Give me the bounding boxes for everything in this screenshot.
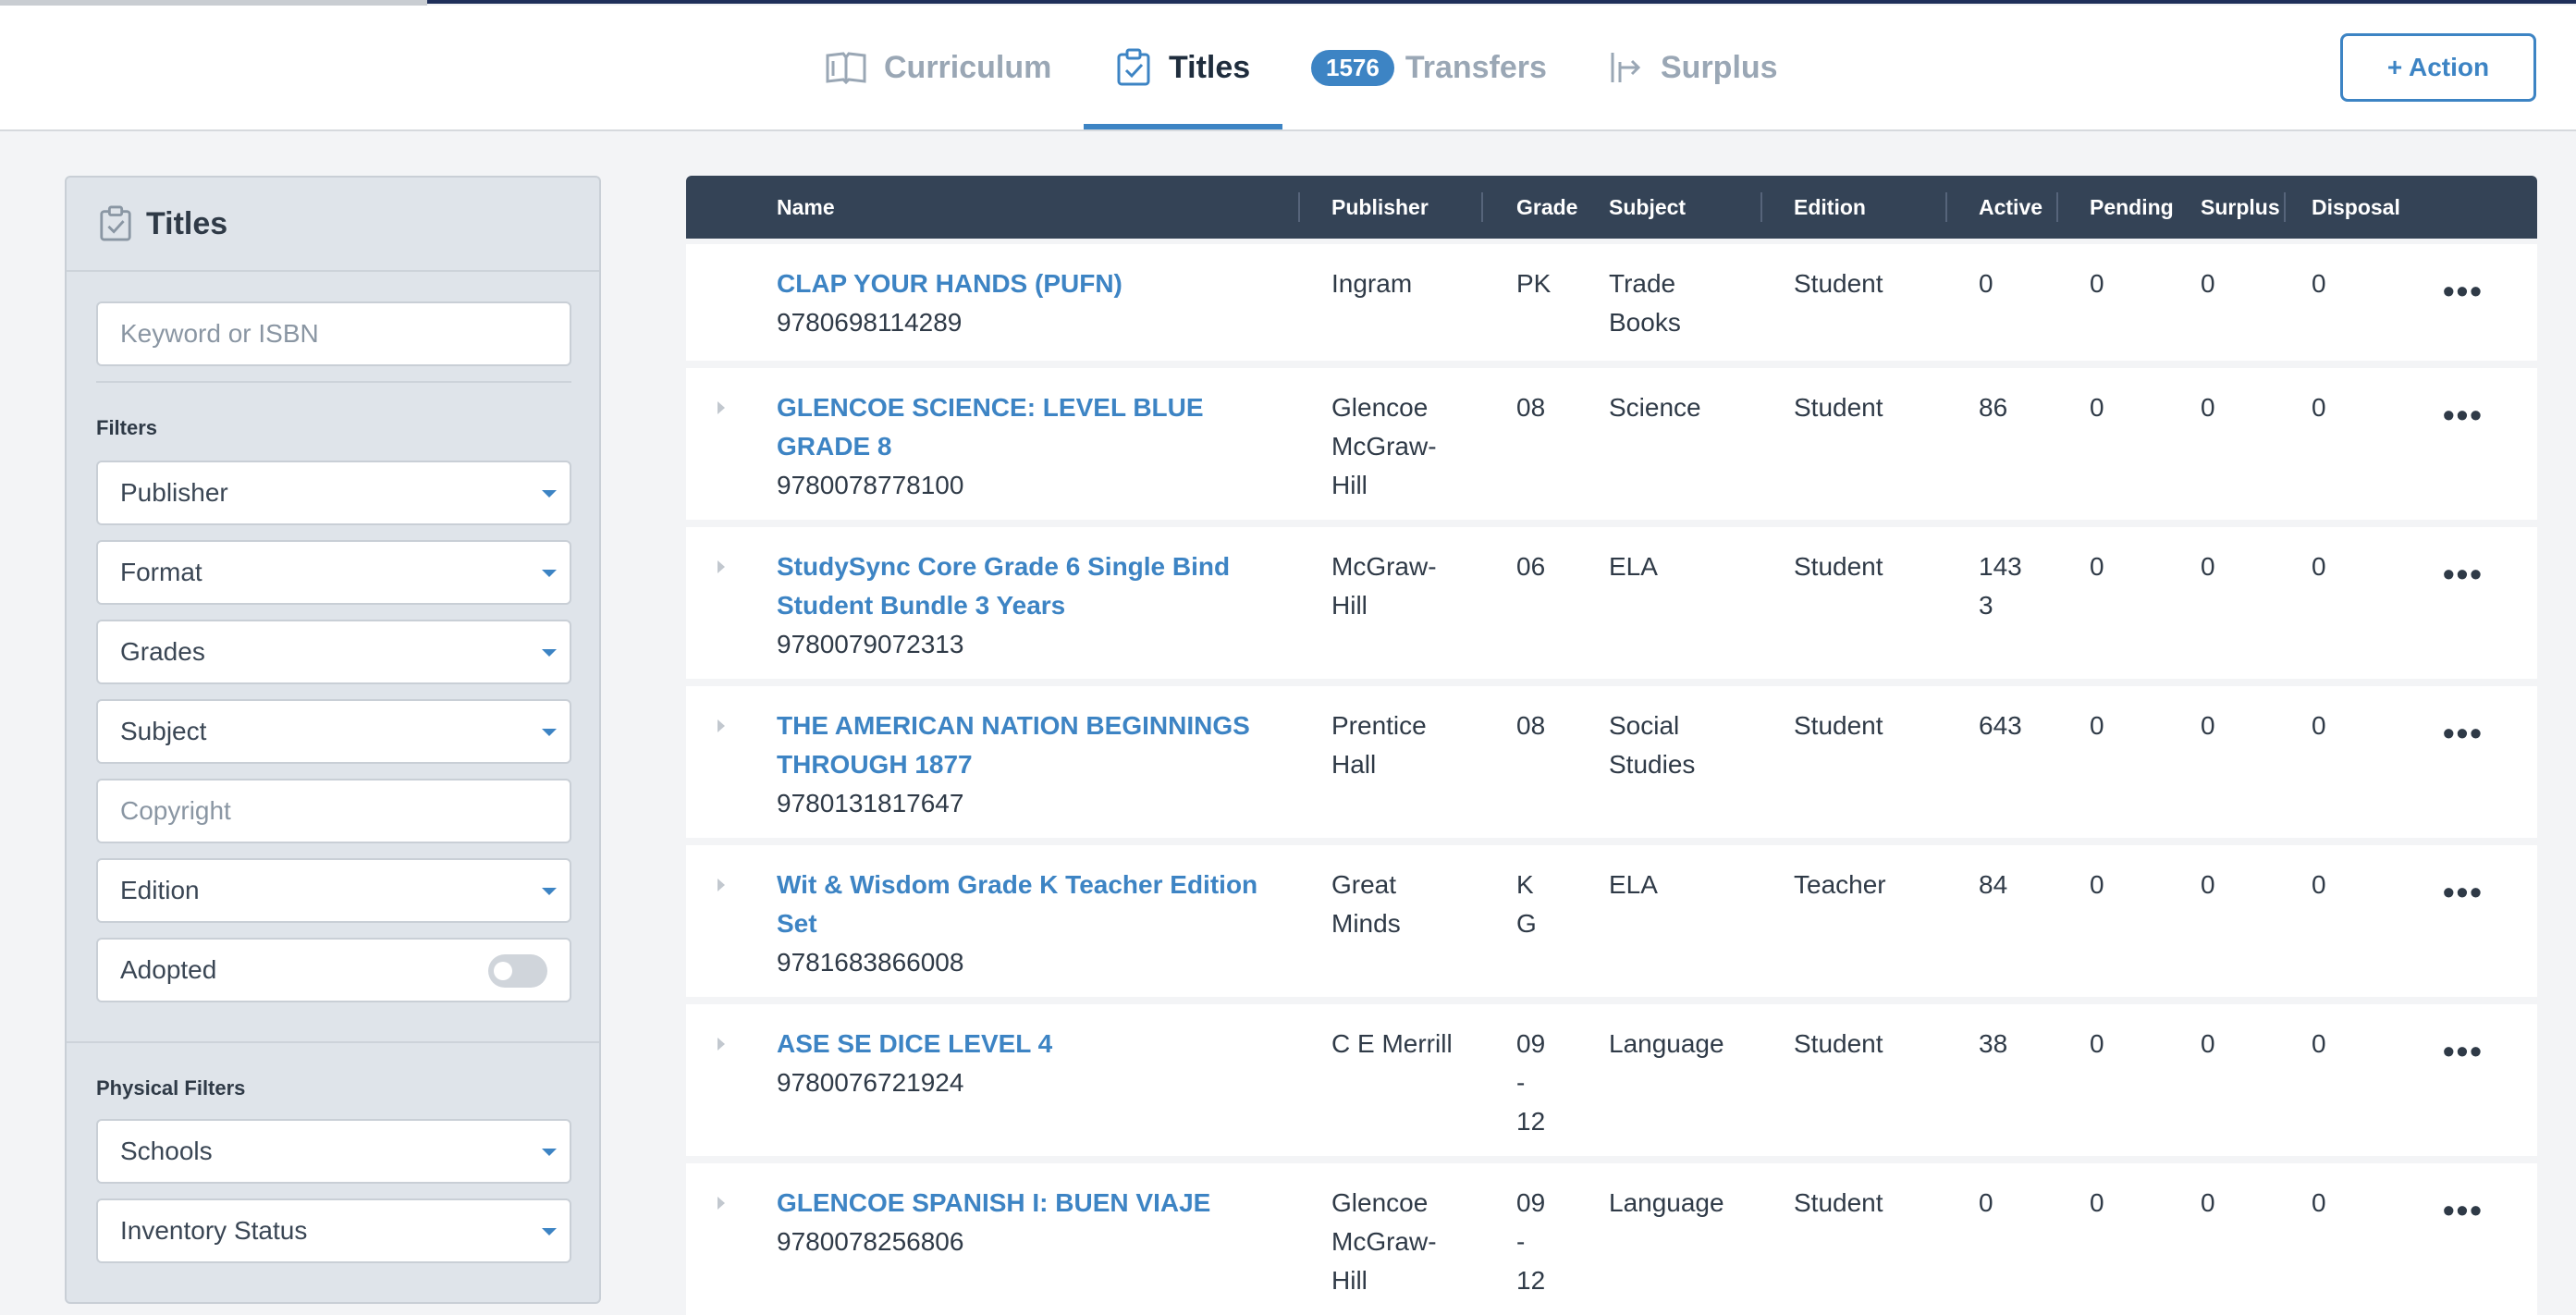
- subject-select-label: Subject: [120, 717, 207, 745]
- cell-line: 09: [1516, 1188, 1546, 1217]
- filters-heading: Filters: [96, 416, 158, 439]
- filter-sidebar: [65, 176, 601, 1304]
- disposal-count-cell: 0: [2312, 1029, 2326, 1058]
- column-divider: [1481, 192, 1483, 222]
- title-link[interactable]: GRADE 8: [777, 432, 892, 461]
- cell-line: Books: [1609, 308, 1681, 337]
- column-header-grade[interactable]: Grade: [1516, 194, 1578, 219]
- subject-cell: [1609, 1184, 1724, 1223]
- tab-surplus[interactable]: [1607, 6, 1778, 129]
- edition-select-label: Edition: [120, 876, 200, 904]
- isbn-text: 9780698114289: [777, 308, 963, 337]
- cell-line: Glencoe: [1331, 393, 1429, 422]
- subject-cell: [1609, 866, 1658, 904]
- title-cell: [777, 264, 1122, 342]
- grade-cell: [1516, 547, 1545, 586]
- schools-select[interactable]: [96, 1119, 571, 1184]
- grade-cell: [1516, 1025, 1545, 1141]
- surplus-count-cell: 0: [2201, 870, 2215, 899]
- expand-row-icon[interactable]: [718, 719, 725, 732]
- row-menu-icon[interactable]: •••: [2443, 555, 2484, 593]
- cell-line: K: [1516, 870, 1534, 899]
- cell-line: 38: [1979, 1029, 2008, 1058]
- row-menu-icon[interactable]: •••: [2443, 714, 2484, 752]
- cell-line: Minds: [1331, 909, 1401, 938]
- grade-cell: [1516, 866, 1537, 943]
- pending-count-cell: 0: [2090, 393, 2104, 422]
- column-divider: [2056, 192, 2058, 222]
- grade-cell: [1516, 707, 1545, 745]
- surplus-count-cell: 0: [2201, 552, 2215, 581]
- edition-cell: Student: [1794, 393, 1883, 422]
- active-count-cell: [1979, 1184, 1993, 1223]
- active-count-cell: [1979, 264, 1993, 303]
- title-cell: [777, 1184, 1210, 1261]
- titles-table: [686, 176, 2537, 1315]
- title-cell: [777, 388, 1204, 505]
- cell-line: Prentice: [1331, 711, 1427, 740]
- disposal-count-cell: 0: [2312, 1188, 2326, 1217]
- grades-select-label: Grades: [120, 637, 205, 666]
- cell-line: McGraw-: [1331, 552, 1437, 581]
- disposal-count-cell: 0: [2312, 552, 2326, 581]
- cell-line: 3: [1979, 591, 1993, 620]
- sidebar-title: Titles: [146, 205, 228, 241]
- title-link[interactable]: CLAP YOUR HANDS (PUFN): [777, 269, 1122, 298]
- divider: [96, 381, 571, 383]
- title-link[interactable]: Wit & Wisdom Grade K Teacher Edition: [777, 870, 1258, 899]
- cell-line: -: [1516, 1227, 1526, 1256]
- cell-line: McGraw-: [1331, 1227, 1437, 1256]
- column-divider: [1945, 192, 1947, 222]
- export-arrow-icon: [1607, 49, 1644, 86]
- table-body: [686, 244, 2537, 1315]
- clipboard-check-icon: [1115, 48, 1152, 87]
- cell-line: 12: [1516, 1107, 1546, 1136]
- divider: [67, 1041, 599, 1043]
- active-count-cell: [1979, 866, 2007, 904]
- table-header: [686, 176, 2537, 239]
- chevron-down-icon: [542, 1149, 557, 1156]
- column-header-publisher[interactable]: Publisher: [1331, 194, 1429, 219]
- publisher-cell: [1331, 707, 1427, 784]
- cell-line: 84: [1979, 870, 2008, 899]
- title-link[interactable]: Student Bundle 3 Years: [777, 591, 1066, 620]
- row-menu-icon[interactable]: •••: [2443, 1191, 2484, 1229]
- active-count-cell: [1979, 388, 2007, 427]
- edition-select[interactable]: [96, 858, 571, 923]
- expand-row-icon[interactable]: [718, 1197, 725, 1210]
- tab-surplus-label: Surplus: [1661, 49, 1778, 85]
- schools-select-label: Schools: [120, 1137, 213, 1165]
- cell-line: 0: [1979, 1188, 1993, 1217]
- tab-titles[interactable]: [1115, 6, 1250, 129]
- column-divider: [1298, 192, 1300, 222]
- title-link[interactable]: THE AMERICAN NATION BEGINNINGS: [777, 711, 1250, 740]
- publisher-cell: [1331, 388, 1437, 505]
- chevron-down-icon: [542, 490, 557, 498]
- publisher-cell: [1331, 1025, 1453, 1063]
- cell-line: 08: [1516, 711, 1546, 740]
- chevron-down-icon: [542, 570, 557, 577]
- grade-cell: [1516, 1184, 1545, 1300]
- search-input[interactable]: Keyword or ISBN: [96, 301, 571, 366]
- surplus-count-cell: 0: [2201, 1029, 2215, 1058]
- title-cell: [777, 1025, 1052, 1102]
- surplus-count-cell: 0: [2201, 711, 2215, 740]
- isbn-text: 9780078256806: [777, 1227, 964, 1256]
- title-cell: [777, 707, 1250, 823]
- surplus-count-cell: 0: [2201, 1188, 2215, 1217]
- copyright-input[interactable]: Copyright: [96, 779, 571, 843]
- title-cell: [777, 866, 1257, 982]
- cell-line: Glencoe: [1331, 1188, 1429, 1217]
- page-top-bar: [427, 0, 2576, 4]
- grades-select[interactable]: [96, 620, 571, 684]
- cell-line: Hill: [1331, 471, 1368, 499]
- clipboard-check-icon: [98, 205, 133, 242]
- publisher-select[interactable]: [96, 461, 571, 525]
- column-header-disposal[interactable]: Disposal: [2312, 194, 2400, 219]
- publisher-cell: [1331, 547, 1437, 625]
- format-select-label: Format: [120, 558, 202, 586]
- isbn-text: 9780131817647: [777, 789, 964, 817]
- publisher-select-label: Publisher: [120, 478, 228, 507]
- surplus-count-cell: 0: [2201, 269, 2215, 298]
- row-menu-icon[interactable]: •••: [2443, 396, 2484, 434]
- subject-cell: [1609, 388, 1701, 427]
- title-cell: [777, 547, 1230, 664]
- table-row[interactable]: [686, 527, 2537, 679]
- cell-line: C E Merrill: [1331, 1029, 1453, 1058]
- column-divider: [1760, 192, 1762, 222]
- table-row[interactable]: [686, 368, 2537, 520]
- cell-line: Language: [1609, 1029, 1724, 1058]
- isbn-text: 9780078778100: [777, 471, 964, 499]
- chevron-down-icon: [542, 649, 557, 657]
- cell-line: -: [1516, 1068, 1526, 1097]
- cell-line: Hill: [1331, 591, 1368, 620]
- table-row[interactable]: [686, 686, 2537, 838]
- title-link[interactable]: GLENCOE SCIENCE: LEVEL BLUE: [777, 393, 1204, 422]
- tab-curriculum[interactable]: [825, 6, 1051, 129]
- isbn-text: 9780079072313: [777, 630, 964, 658]
- expand-row-icon[interactable]: [718, 1038, 725, 1051]
- cell-line: Studies: [1609, 750, 1696, 779]
- row-menu-icon[interactable]: •••: [2443, 272, 2484, 310]
- inventory-status-select[interactable]: [96, 1198, 571, 1263]
- cell-line: 0: [1979, 269, 1993, 298]
- title-link[interactable]: THROUGH 1877: [777, 750, 973, 779]
- publisher-cell: [1331, 866, 1401, 943]
- expand-row-icon[interactable]: [718, 879, 725, 891]
- expand-row-icon[interactable]: [718, 560, 725, 573]
- chevron-down-icon: [542, 729, 557, 736]
- adopted-label: Adopted: [120, 955, 217, 984]
- cell-line: Trade: [1609, 269, 1676, 298]
- subject-cell: [1609, 264, 1681, 342]
- isbn-text: 9780076721924: [777, 1068, 964, 1097]
- adopted-toggle[interactable]: [488, 954, 547, 988]
- active-count-cell: [1979, 547, 2022, 625]
- physical-filters-heading: Physical Filters: [96, 1076, 246, 1100]
- publisher-cell: [1331, 1184, 1437, 1300]
- grade-cell: [1516, 264, 1551, 303]
- adopted-toggle-field[interactable]: [96, 938, 571, 1002]
- top-navigation: [0, 6, 2576, 131]
- cell-line: Great: [1331, 870, 1397, 899]
- cell-line: 08: [1516, 393, 1546, 422]
- title-link[interactable]: StudySync Core Grade 6 Single Bind: [777, 552, 1231, 581]
- active-tab-indicator: [1084, 124, 1282, 129]
- inventory-status-select-label: Inventory Status: [120, 1216, 308, 1245]
- pending-count-cell: 0: [2090, 269, 2104, 298]
- add-action-button[interactable]: + Action: [2340, 33, 2536, 102]
- grade-cell: [1516, 388, 1545, 427]
- open-book-icon: [825, 50, 867, 85]
- subject-select[interactable]: [96, 699, 571, 764]
- transfers-count-badge: 1576: [1311, 50, 1394, 86]
- cell-line: 86: [1979, 393, 2008, 422]
- disposal-count-cell: 0: [2312, 870, 2326, 899]
- column-divider: [2284, 192, 2286, 222]
- tab-transfers-label: Transfers: [1405, 49, 1547, 85]
- column-header-active[interactable]: Active: [1979, 194, 2043, 219]
- cell-line: 143: [1979, 552, 2022, 581]
- cell-line: 06: [1516, 552, 1546, 581]
- surplus-count-cell: 0: [2201, 393, 2215, 422]
- chevron-down-icon: [542, 888, 557, 895]
- cell-line: G: [1516, 909, 1537, 938]
- chevron-down-icon: [542, 1228, 557, 1235]
- column-header-surplus[interactable]: Surplus: [2201, 194, 2280, 219]
- column-header-subject[interactable]: Subject: [1609, 194, 1687, 219]
- sidebar-header: [67, 178, 599, 272]
- edition-cell: Student: [1794, 711, 1883, 740]
- cell-line: 12: [1516, 1266, 1546, 1295]
- pending-count-cell: 0: [2090, 1188, 2104, 1217]
- cell-line: Hill: [1331, 1266, 1368, 1295]
- cell-line: Hall: [1331, 750, 1377, 779]
- edition-cell: Student: [1794, 1029, 1883, 1058]
- edition-cell: Student: [1794, 269, 1883, 298]
- table-row[interactable]: [686, 244, 2537, 361]
- column-header-pending[interactable]: Pending: [2090, 194, 2174, 219]
- column-header-name[interactable]: Name: [777, 194, 835, 219]
- pending-count-cell: 0: [2090, 711, 2104, 740]
- column-header-edition[interactable]: Edition: [1794, 194, 1866, 219]
- pending-count-cell: 0: [2090, 870, 2104, 899]
- edition-cell: Teacher: [1794, 870, 1886, 899]
- tab-transfers[interactable]: [1311, 6, 1547, 129]
- expand-row-icon[interactable]: [718, 401, 725, 414]
- pending-count-cell: 0: [2090, 1029, 2104, 1058]
- pending-count-cell: 0: [2090, 552, 2104, 581]
- active-count-cell: [1979, 1025, 2007, 1063]
- title-link[interactable]: ASE SE DICE LEVEL 4: [777, 1029, 1053, 1058]
- tab-curriculum-label: Curriculum: [884, 49, 1052, 85]
- format-select[interactable]: [96, 540, 571, 605]
- cell-line: ELA: [1609, 870, 1658, 899]
- cell-line: ELA: [1609, 552, 1658, 581]
- edition-cell: Student: [1794, 1188, 1883, 1217]
- publisher-cell: [1331, 264, 1412, 303]
- disposal-count-cell: 0: [2312, 269, 2326, 298]
- isbn-text: 9781683866008: [777, 948, 964, 977]
- tab-titles-label: Titles: [1169, 49, 1251, 85]
- active-count-cell: [1979, 707, 2022, 745]
- cell-line: Ingram: [1331, 269, 1413, 298]
- cell-line: PK: [1516, 269, 1552, 298]
- cell-line: Social: [1609, 711, 1680, 740]
- cell-line: Science: [1609, 393, 1701, 422]
- title-link[interactable]: GLENCOE SPANISH I: BUEN VIAJE: [777, 1188, 1211, 1217]
- cell-line: 643: [1979, 711, 2022, 740]
- table-row[interactable]: [686, 1163, 2537, 1315]
- table-row[interactable]: [686, 1004, 2537, 1156]
- cell-line: 09: [1516, 1029, 1546, 1058]
- subject-cell: [1609, 707, 1695, 784]
- cell-line: McGraw-: [1331, 432, 1437, 461]
- subject-cell: [1609, 547, 1658, 586]
- table-row[interactable]: [686, 845, 2537, 997]
- disposal-count-cell: 0: [2312, 393, 2326, 422]
- title-link[interactable]: Set: [777, 909, 817, 938]
- row-menu-icon[interactable]: •••: [2443, 873, 2484, 911]
- subject-cell: [1609, 1025, 1724, 1063]
- edition-cell: Student: [1794, 552, 1883, 581]
- disposal-count-cell: 0: [2312, 711, 2326, 740]
- cell-line: Language: [1609, 1188, 1724, 1217]
- row-menu-icon[interactable]: •••: [2443, 1032, 2484, 1070]
